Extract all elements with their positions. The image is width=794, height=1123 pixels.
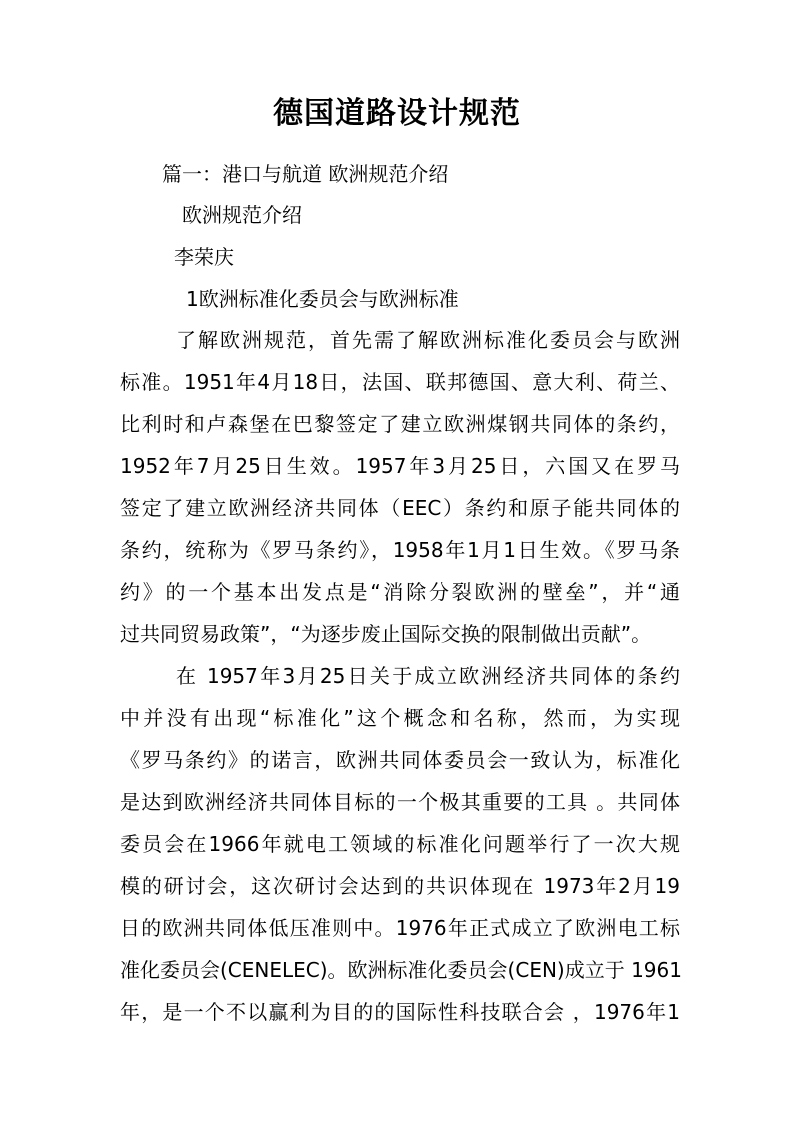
subsection-heading: 1欧洲标准化委员会与欧洲标准 — [186, 287, 459, 311]
paragraph-line: 约》的一个基本出发点是“消除分裂欧洲的壁垒”，并“通 — [120, 580, 680, 604]
paragraph-line: 日的欧洲共同体低压准则中。1976年正式成立了欧洲电工标 — [120, 916, 680, 940]
paragraph-line: 签定了建立欧洲经济共同体（EEC）条约和原子能共同体的 — [120, 496, 680, 520]
author-name: 李荣庆 — [174, 245, 234, 269]
paragraph-line: 条约，统称为《罗马条约》，1958年1月1日生效。《罗马条 — [120, 538, 680, 562]
paragraph-line: 在 1957年3月25日关于成立欧洲经济共同体的条约 — [176, 664, 680, 688]
paragraph-line: 过共同贸易政策”，“为逐步废止国际交换的限制做出贡献”。 — [120, 622, 652, 646]
paragraph-line: 了解欧洲规范，首先需了解欧洲标准化委员会与欧洲 — [176, 328, 680, 352]
paragraph-line: 年，是一个不以赢利为目的的国际性科技联合会 ，1976年1 — [120, 1000, 680, 1024]
paragraph-line: 模的研讨会，这次研讨会达到的共识体现在 1973年2月19 — [120, 874, 680, 898]
document-subtitle: 篇一：港口与航道 欧洲规范介绍 — [162, 162, 449, 186]
paragraph-line: 委员会在1966年就电工领域的标准化问题举行了一次大规 — [120, 832, 680, 856]
paragraph-line: 比利时和卢森堡在巴黎签定了建立欧洲煤钢共同体的条约， — [120, 412, 680, 436]
paragraph-line: 是达到欧洲经济共同体目标的一个极其重要的工具 。共同体 — [120, 790, 680, 814]
paragraph-line: 标准。1951年4月18日，法国、联邦德国、意大利、荷兰、 — [120, 370, 680, 394]
paragraph-line: 1952年7月25日生效。1957年3月25日，六国又在罗马 — [120, 454, 680, 478]
paragraph-line: 中并没有出现“标准化”这个概念和名称，然而，为实现 — [120, 706, 680, 730]
section-heading: 欧洲规范介绍 — [182, 203, 302, 227]
paragraph-line: 《罗马条约》的诺言，欧洲共同体委员会一致认为，标准化 — [120, 748, 680, 772]
document-title: 德国道路设计规范 — [273, 96, 521, 131]
paragraph-line: 准化委员会(CENELEC)。欧洲标准化委员会(CEN)成立于 1961 — [120, 958, 682, 982]
